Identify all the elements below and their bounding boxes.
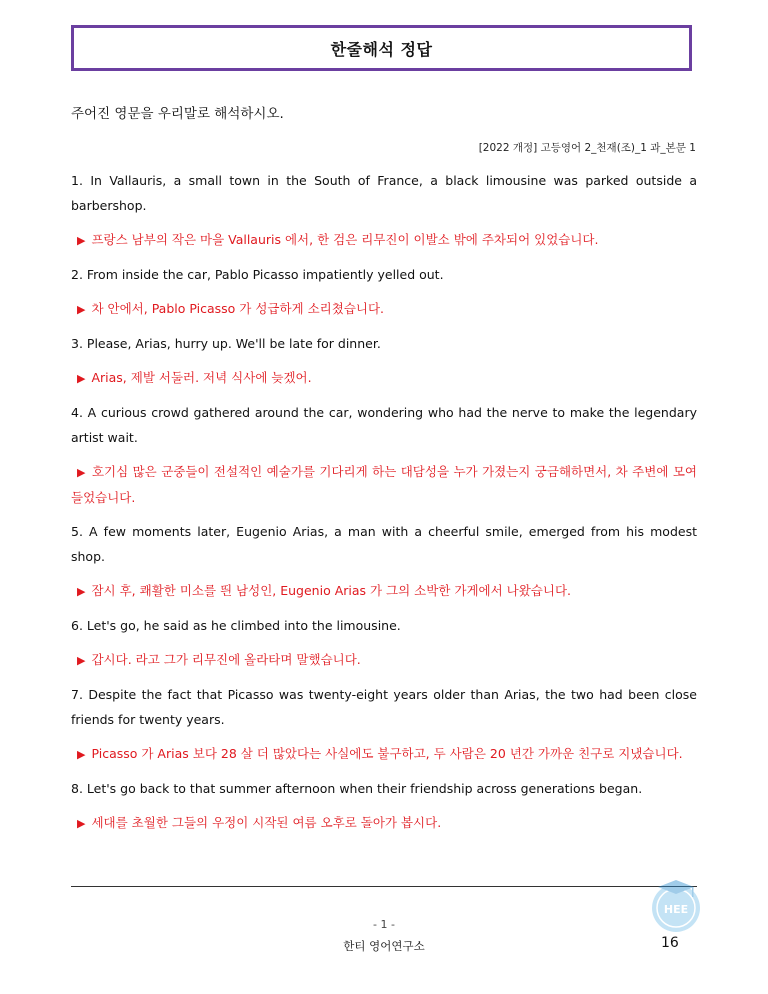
korean-translation-6: ▶ 갑시다. 라고 그가 리무진에 올라타며 말했습니다. (77, 652, 361, 667)
arrow-bullet-icon: ▶ (77, 234, 86, 247)
english-sentence-1: 1. In Vallauris, a small town in the South of France, a black limousine was parked outside a barbershop. (71, 173, 697, 213)
source-label: [2022 개정] 고등영어 2_천재(조)_1 과_본문 1 (478, 142, 696, 154)
korean-translation-8: ▶ 세대를 초월한 그들의 우정이 시작된 여름 오후로 돌아가 봅시다. (77, 815, 442, 830)
sentence-list (71, 168, 697, 845)
arrow-bullet-icon: ▶ (77, 372, 86, 385)
arrow-bullet-icon: ▶ (77, 654, 86, 667)
svg-text:HEE: HEE (663, 903, 689, 916)
korean-translation-7: ▶ Picasso 가 Arias 보다 28 살 더 많았다는 사실에도 불구하고, 두 사람은 20 년간 가까운 친구로 지냈습니다. (77, 746, 683, 761)
english-sentence-4: 4. A curious crowd gathered around the car, wondering who had the nerve to make the legendary artist wait. (71, 405, 697, 445)
korean-translation-3: ▶ Arias, 제발 서둘러. 저녁 식사에 늦겠어. (77, 370, 312, 385)
korean-translation-1: ▶ 프랑스 남부의 작은 마을 Vallauris 에서, 한 검은 리무진이 이발소 밖에 주차되어 있었습니다. (77, 232, 599, 247)
arrow-bullet-icon: ▶ (77, 466, 86, 479)
korean-translation-4: ▶ 호기심 많은 군중들이 전설적인 예술가를 기다리게 하는 대담성을 누가 가졌는지 궁금해하면서, 차 주변에 모여들었습니다. (71, 464, 697, 505)
page-number: - 1 - (373, 918, 395, 931)
page-title: 한줄해석 정답 (330, 39, 433, 59)
footer-divider (71, 886, 697, 887)
arrow-bullet-icon: ▶ (77, 817, 86, 830)
arrow-bullet-icon: ▶ (77, 748, 86, 761)
english-sentence-3: 3. Please, Arias, hurry up. We'll be late for dinner. (71, 336, 381, 351)
corner-page-number: 16 (661, 935, 679, 951)
title-box (71, 25, 692, 71)
english-sentence-6: 6. Let's go, he said as he climbed into the limousine. (71, 618, 401, 633)
arrow-bullet-icon: ▶ (77, 585, 86, 598)
korean-translation-2: ▶ 차 안에서, Pablo Picasso 가 성급하게 소리쳤습니다. (77, 301, 385, 316)
english-sentence-5: 5. A few moments later, Eugenio Arias, a man with a cheerful smile, emerged from his modest shop. (71, 524, 697, 564)
korean-translation-5: ▶ 잠시 후, 쾌활한 미소를 띈 남성인, Eugenio Arias 가 그의 소박한 가게에서 나왔습니다. (77, 583, 571, 598)
english-sentence-2: 2. From inside the car, Pablo Picasso impatiently yelled out. (71, 267, 444, 282)
english-sentence-8: 8. Let's go back to that summer afternoon when their friendship across generations began. (71, 781, 643, 796)
english-sentence-7: 7. Despite the fact that Picasso was twenty-eight years older than Arias, the two had been close friends for twenty years. (71, 687, 697, 727)
instruction-text: 주어진 영문을 우리말로 해석하시오. (71, 106, 284, 122)
arrow-bullet-icon: ▶ (77, 303, 86, 316)
footer-org: 한티 영어연구소 (343, 939, 425, 953)
